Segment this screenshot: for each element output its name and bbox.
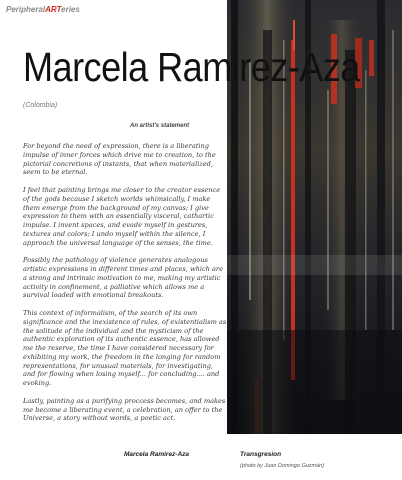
artist-country: (Colombia) xyxy=(23,102,58,109)
header-part-peripheral: Peripheral xyxy=(6,5,46,14)
statement-paragraph: This context of informalism, of the search of its own significance and the inexistence of rules, of existentialism as the solitude of the individual and the mysticism of the authentic exploration of its authentic essence, has allowed me the reserve, the time I have considered necessary for exhibiting my work, the freedom in the longing for random representations, for unusual materials, for investigating, and for flowing when losing myself... for concluding.... and evoking. xyxy=(23,309,227,387)
statement-paragraph: I feel that painting brings me closer to the creator essence of the gods because I sketch worlds whimsically, I make them emerge from the background of my canvas; I give expression to them with an essentially visceral, cathartic impulse. I invent spaces, and evade myself in gestures, textures and colors; I undo myself within the silence, I approach the universal language of the senses, the time. xyxy=(23,186,221,247)
statement-paragraph: Lastly, painting as a purifying proccess becomes, and makes me become a liberating event, a celebration, an offer to the Universe, a story without words, a poetic act. xyxy=(23,396,226,423)
statement-paragraph: For beyond the need of expression, there is a liberating impulse of inner forces which drive me to creation, to the pictorial concretions of instants, that when materialized, seem to be eternal. xyxy=(23,142,216,177)
statement-label: An artist's statement xyxy=(130,123,190,129)
artwork-caption-title: Transgresion xyxy=(240,451,282,458)
photo-credit: (photo by Juan Domingo Guzmán) xyxy=(240,463,325,469)
header-part-eries: eries xyxy=(61,5,80,14)
statement-body xyxy=(23,142,227,432)
artist-name-title: Marcela Ramirez-Aza xyxy=(23,44,360,90)
magazine-header xyxy=(6,5,80,14)
statement-paragraph: Possibly the pathology of violence generates analogous artistic expressions in different times and places, which are a strong and intrinsic motivation to me, making my artistic activity in confinement, a palliative which allows me a survival loaded with emotional breakouts. xyxy=(23,256,223,300)
header-part-art: ART xyxy=(45,5,62,14)
artist-signature: Marcela Ramirez-Aza xyxy=(124,451,190,458)
